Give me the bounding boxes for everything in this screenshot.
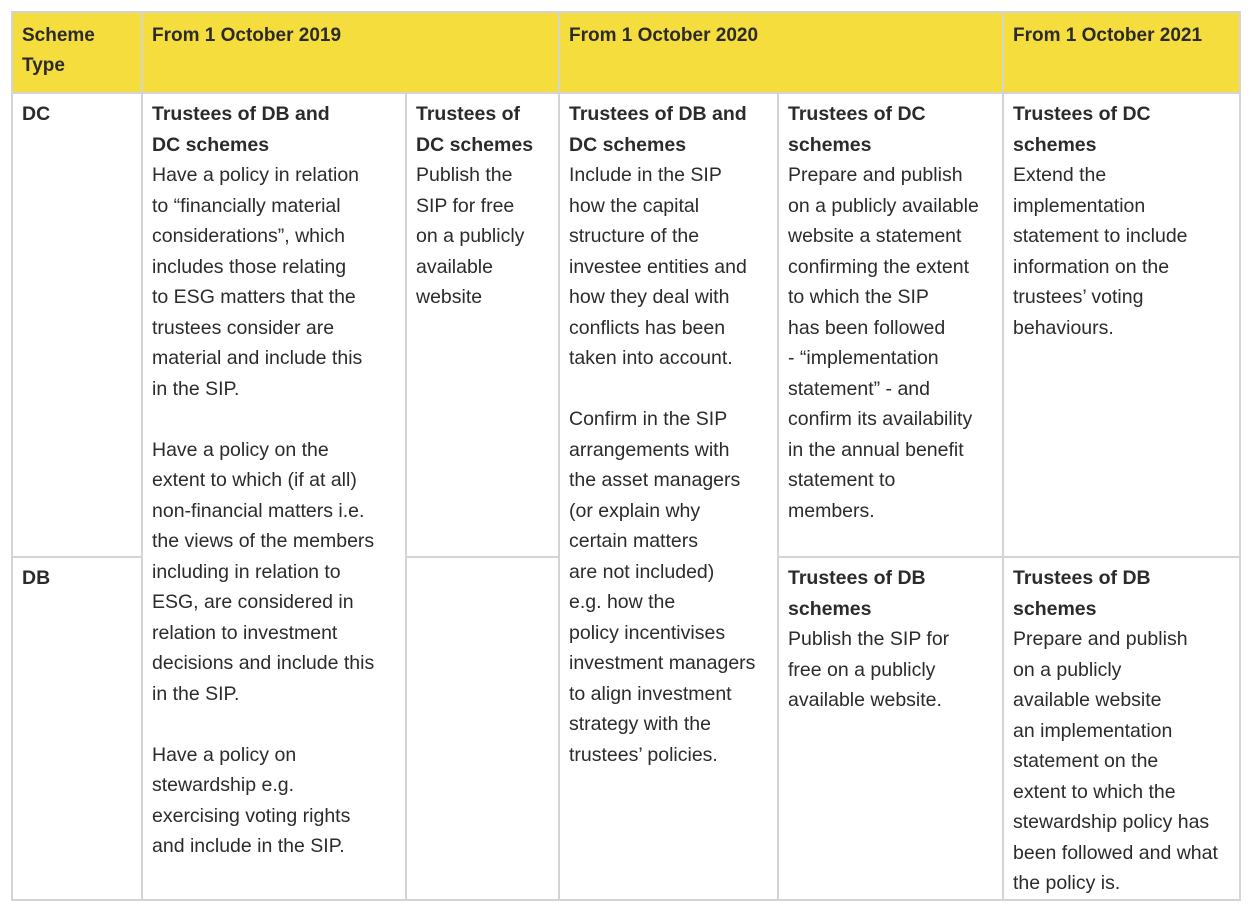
header-row — [12, 12, 1240, 93]
cell-heading: Trustees of DB and DC schemes — [569, 103, 747, 156]
header-2020: From 1 October 2020 — [559, 12, 1003, 93]
regulations-table — [11, 11, 1241, 901]
cell-body: Prepare and publish on a publicly available website a statement confirming the extent to which the SIP has been followed - “implementation statement” - and confirm its availability in the annual benefit statement to members. — [788, 164, 979, 522]
cell-heading: Trustees of DC schemes — [416, 103, 534, 156]
cell-body: Prepare and publish on a publicly available website an implementation statement on the extent to which the stewardship policy has been followed and what the policy is. — [1013, 628, 1218, 894]
cell-2020-db — [778, 557, 1003, 900]
cell-paragraph: Confirm in the SIP arrangements with the asset managers (or explain why certain matters are not included) e.g. how the policy incentivises investment managers to align investment strategy with the trustees’ policies. — [569, 408, 756, 766]
cell-paragraph: Have a policy in relation to “financially material considerations”, which includes those relating to ESG matters that the trustees consider are material and include this in the SIP. — [152, 164, 363, 400]
scheme-type-db: DB — [12, 557, 142, 900]
cell-2019-db-dc — [142, 93, 406, 900]
cell-body: Extend the implementation statement to include information on the trustees’ voting behaviours. — [1013, 164, 1188, 339]
paragraph-gap — [152, 404, 396, 435]
cell-body: Publish the SIP for free on a publicly available website — [416, 164, 525, 308]
scheme-type-dc: DC — [12, 93, 142, 557]
header-2019: From 1 October 2019 — [142, 12, 559, 93]
cell-paragraph: Have a policy on stewardship e.g. exercising voting rights and include in the SIP. — [152, 743, 351, 857]
cell-heading: Trustees of DC schemes — [788, 103, 926, 156]
cell-heading: Trustees of DB and DC schemes — [152, 103, 330, 156]
cell-heading: Trustees of DC schemes — [1013, 103, 1151, 156]
cell-paragraph: Have a policy on the extent to which (if at all) non-financial matters i.e. the views of the members including in relation to ESG, are considered in relation to investment decisions and include this in the SIP. — [152, 438, 375, 705]
cell-paragraph: Include in the SIP how the capital structure of the investee entities and how they deal with conflicts has been taken into account. — [569, 164, 747, 369]
header-scheme-type: Scheme Type — [12, 12, 142, 93]
cell-2020-dc — [778, 93, 1003, 557]
cell-heading: Trustees of DB schemes — [788, 567, 926, 620]
cell-body: Publish the SIP for free on a publicly available website. — [788, 628, 950, 711]
cell-2019-dc — [406, 93, 559, 557]
paragraph-gap — [569, 374, 768, 405]
header-2021: From 1 October 2021 — [1003, 12, 1240, 93]
cell-2021-db — [1003, 557, 1240, 900]
cell-2020-db-dc — [559, 93, 778, 900]
cell-2021-dc — [1003, 93, 1240, 557]
cell-heading: Trustees of DB schemes — [1013, 567, 1151, 620]
regulations-table-container — [11, 11, 1239, 897]
row-dc — [12, 93, 1240, 557]
cell-2019-db-empty — [406, 557, 559, 900]
paragraph-gap — [152, 709, 396, 740]
